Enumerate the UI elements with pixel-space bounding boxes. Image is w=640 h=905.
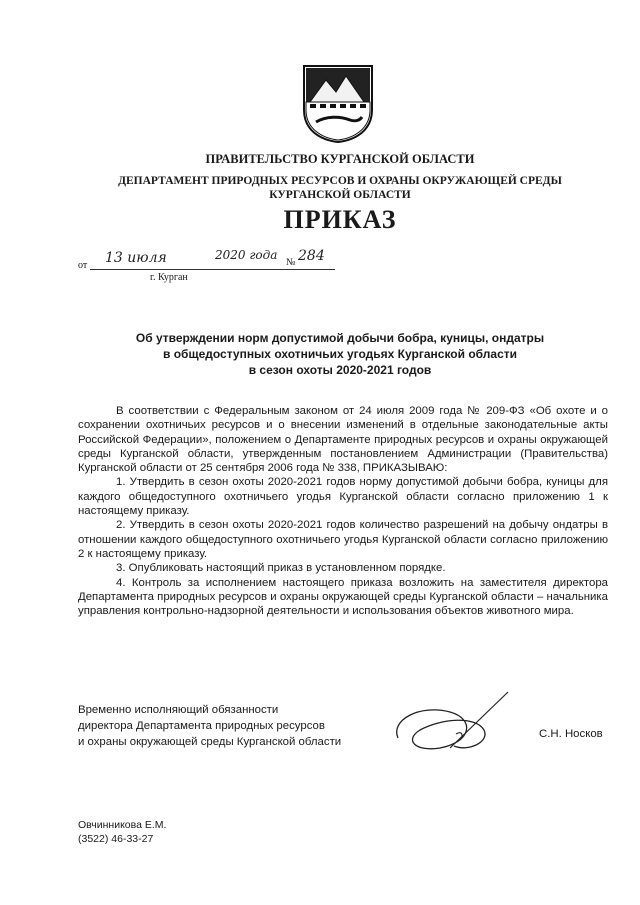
government-name: ПРАВИТЕЛЬСТВО КУРГАНСКОЙ ОБЛАСТИ: [205, 152, 475, 166]
executor-name: Овчинникова Е.М.: [78, 819, 167, 831]
handwritten-signature-icon: [380, 690, 510, 760]
executor-info: [78, 818, 166, 846]
body-item-1: 1. Утвердить в сезон охоты 2020-2021 годов норму допустимой добычи бобра, куницы для каждого общедоступного охотничьего угодья Курганской области согласно приложению 1 к настоящему приказу.: [78, 476, 608, 518]
executor-phone: (3522) 46-33-27: [78, 833, 154, 845]
subject-line-2: в общедоступных охотничьих угодьях Курганской области: [163, 347, 517, 361]
order-year: 2020 года: [215, 248, 278, 262]
document-title: ПРИКАЗ: [283, 205, 397, 234]
body-intro: В соответствии с Федеральным законом от 24 июля 2009 года № 209-ФЗ «Об охоте и о сохранении охотничьих ресурсов и о внесении изменений в отдельные законодательные акты Российской Федерации», положением о Департаменте природных ресурсов и охраны окружающей среды Курганской области, утвержденным постановлением Администрации (Правительства) Курганской области от 25 сентября 2006 года № 338, ПРИКАЗЫВАЮ:: [78, 405, 608, 475]
signatory-line-2: директора Департамента природных ресурсов: [78, 720, 325, 732]
body-item-3: 3. Опубликовать настоящий приказ в установленном порядке.: [116, 562, 446, 575]
signatory-title: [78, 702, 341, 750]
order-date: 13 июля: [105, 250, 167, 266]
order-number: 284: [298, 248, 325, 264]
department-line-1: ДЕПАРТАМЕНТ ПРИРОДНЫХ РЕСУРСОВ И ОХРАНЫ ОКРУЖАЮЩЕЙ СРЕДЫ: [118, 175, 562, 187]
signatory-line-1: Временно исполняющий обязанности: [78, 704, 279, 716]
order-city: г. Курган: [150, 272, 188, 283]
coat-of-arms-icon: [300, 62, 376, 144]
body-item-2: 2. Утвердить в сезон охоты 2020-2021 годов количество разрешений на добычу ондатры в отношении каждого общедоступного охотничьего угодья Курганской области согласно приложению 2 к настоящему приказу.: [78, 519, 608, 560]
subject-line-3: в сезон охоты 2020-2021 годов: [248, 363, 432, 377]
order-date-prefix: от: [78, 260, 88, 271]
order-subject: [95, 330, 585, 378]
body-item-4: 4. Контроль за исполнением настоящего приказа возложить на заместителя директора Департамента природных ресурсов и охраны окружающей среды Курганской области – начальника управления контрольно-надзорной деятельности и использования объектов животного мира.: [78, 576, 608, 618]
department-line-2: КУРГАНСКОЙ ОБЛАСТИ: [269, 189, 411, 201]
order-number-sign: №: [286, 257, 296, 268]
signatory-name: С.Н. Носков: [539, 728, 603, 740]
date-underline: [90, 269, 335, 270]
subject-line-1: Об утверждении норм допустимой добычи бобра, куницы, ондатры: [135, 331, 545, 345]
order-body: [78, 404, 608, 618]
department-name: [90, 174, 590, 202]
signatory-line-3: и охраны окружающей среды Курганской области: [78, 736, 342, 748]
